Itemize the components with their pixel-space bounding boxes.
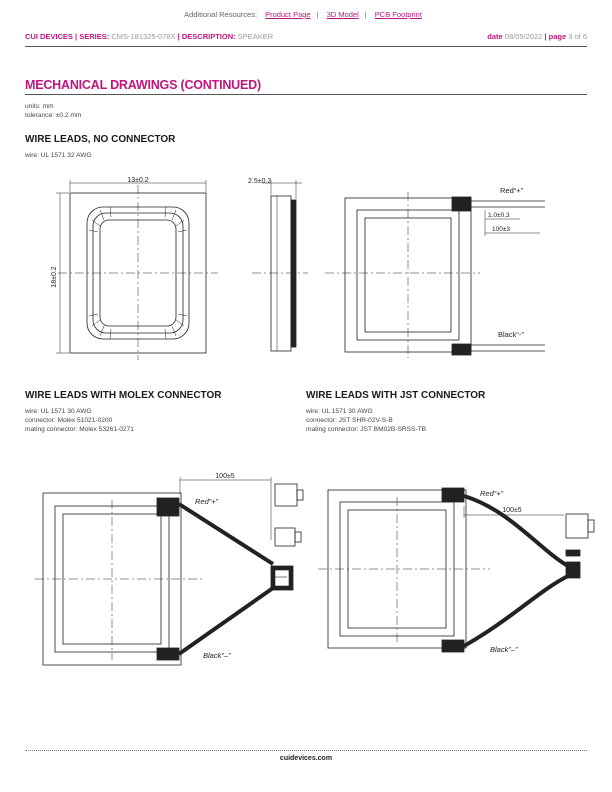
- jst-red-label: Red”+”: [480, 489, 504, 498]
- molex-mating-spec: mating connector: Molex 53261-0271: [25, 426, 134, 433]
- black-wire-label: Black“-”: [498, 330, 524, 339]
- footer-divider: [25, 750, 587, 751]
- pcb-footprint-link[interactable]: PCB Footprint: [374, 10, 422, 19]
- drawing-molex: [25, 460, 315, 680]
- drawing-jst: [310, 470, 600, 680]
- tolerance-text: tolerance: ±0.2 mm: [25, 112, 82, 119]
- dim-strip: 1.0±0.3: [488, 212, 510, 219]
- jst-dim-lead: 100±5: [502, 507, 522, 514]
- header-divider: [25, 46, 587, 47]
- resources-label: Additional Resources:: [184, 10, 258, 19]
- jst-mating-spec: mating connector: JST BM02B-SRSS-TB: [306, 426, 427, 433]
- additional-resources: [0, 10, 612, 19]
- 3d-model-link[interactable]: 3D Model: [326, 10, 359, 19]
- date-label: date: [487, 32, 503, 41]
- series-label: SERIES:: [79, 32, 110, 41]
- page-value: 3 of 6: [568, 32, 587, 41]
- page-info: date 08/05/2022 | page 3 of 6: [487, 32, 587, 41]
- product-page-link[interactable]: Product Page: [265, 10, 311, 19]
- molex-dim-lead: 100±5: [215, 473, 235, 480]
- molex-connector-spec: connector: Molex 51021-0200: [25, 417, 113, 424]
- jst-connector-spec: connector: JST SHR-02V-S-B: [306, 417, 393, 424]
- dim-height: 18±0.2: [51, 266, 58, 288]
- description-value: SPEAKER: [237, 32, 274, 41]
- dim-width: 13±0.2: [127, 177, 149, 184]
- molex-black-label: Black”–”: [203, 651, 231, 660]
- dim-lead-length: 100±3: [492, 226, 511, 233]
- description-label: DESCRIPTION:: [181, 32, 236, 41]
- molex-wire-spec: wire: UL 1571 30 AWG: [25, 408, 92, 415]
- section-heading-no-connector: WIRE LEADS, NO CONNECTOR: [25, 134, 176, 145]
- jst-wire-spec: wire: UL 1571 30 AWG: [306, 408, 373, 415]
- series-value: CMS-181325-078X: [111, 32, 176, 41]
- footer-url[interactable]: cuidevices.com: [279, 755, 333, 762]
- dim-depth: 2.5±0.2: [248, 178, 272, 185]
- title-divider: [25, 94, 587, 95]
- red-wire-label: Red“+”: [500, 186, 524, 195]
- separator: |: [316, 10, 319, 19]
- jst-black-label: Black”–”: [490, 645, 518, 654]
- drawing-no-connector: [40, 170, 560, 365]
- date-value: 08/05/2022: [504, 32, 543, 41]
- page-title: MECHANICAL DRAWINGS (CONTINUED): [25, 78, 261, 92]
- separator: |: [364, 10, 367, 19]
- molex-red-label: Red”+”: [195, 497, 219, 506]
- page-label: page: [548, 32, 567, 41]
- company-name: CUI DEVICES: [25, 32, 73, 41]
- units-text: units: mm: [25, 103, 54, 110]
- section-heading-jst: WIRE LEADS WITH JST CONNECTOR: [306, 390, 486, 401]
- page-header: CUI DEVICES | SERIES: CMS-181325-078X | DESCRIPTION: SPEAKER date 08/05/2022 | page 3 of 6: [25, 32, 587, 41]
- wire-spec: wire: UL 1571 32 AWG: [25, 152, 92, 159]
- section-heading-molex: WIRE LEADS WITH MOLEX CONNECTOR: [25, 390, 222, 401]
